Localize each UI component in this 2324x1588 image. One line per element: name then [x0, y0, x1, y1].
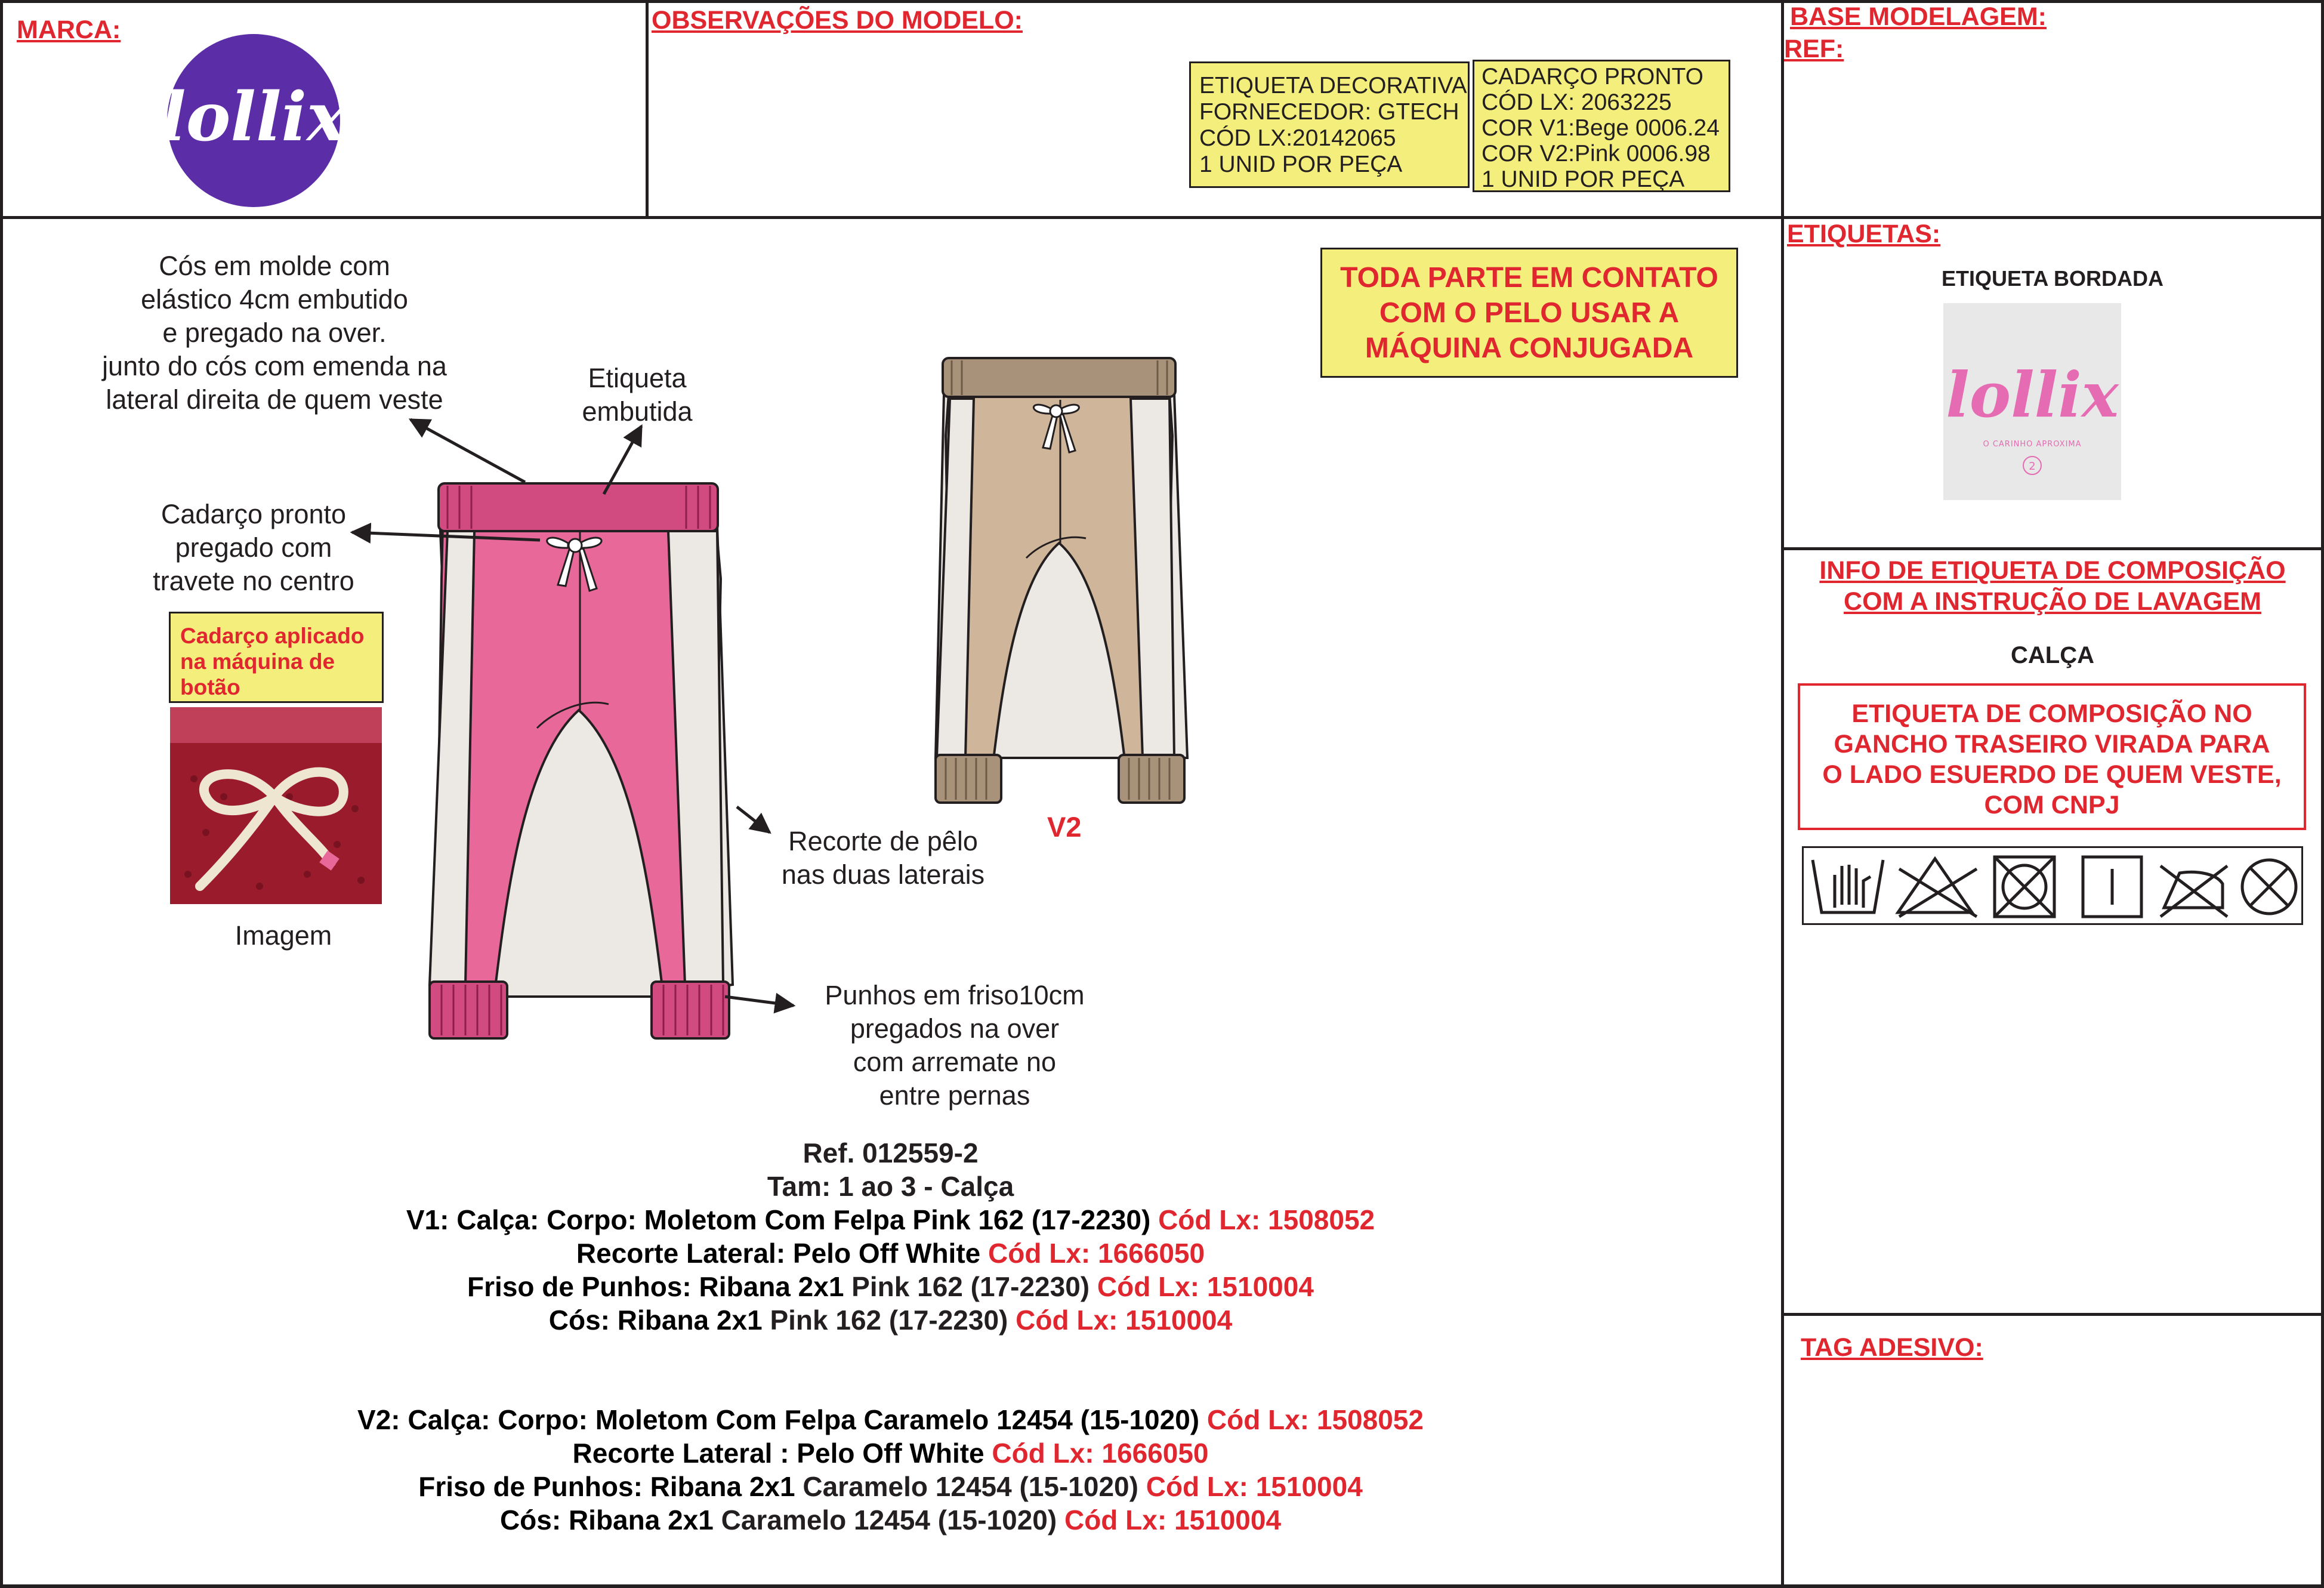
v2-label: V2: [1047, 811, 1082, 843]
spec-label: Recorte Lateral : Pelo Off White: [572, 1438, 984, 1469]
embroidered-label-art: [1943, 303, 2121, 500]
etiqueta-decorativa-line: CÓD LX:20142065: [1199, 125, 1396, 151]
svg-text:2: 2: [2029, 460, 2036, 473]
spec-line: [0, 1403, 1781, 1436]
do-not-bleach-icon: [1898, 859, 1977, 917]
do-not-dry-clean-icon: [2242, 860, 2296, 914]
cadarco-info-line: COR V1:Bege 0006.24: [1482, 115, 1720, 141]
logo-wordmark: [161, 76, 347, 165]
calca-title: CALÇA: [2011, 642, 2094, 668]
frame-bottom: [0, 1584, 2324, 1588]
spec-label: Cós: Ribana 2x1: [548, 1305, 763, 1336]
etiqueta-decorativa-box: [1189, 61, 1470, 188]
spec-label: V1: Calça: Corpo: Moletom Com Felpa Pink 162 (17-2230): [406, 1204, 1151, 1235]
base-modelagem-label: BASE MODELAGEM:: [1790, 2, 2047, 31]
spec-line: [0, 1436, 1781, 1470]
drawstring-photo-image: [170, 707, 382, 904]
right-divider-1: [1781, 547, 2324, 550]
cadarco-info-line: COR V2:Pink 0006.98: [1482, 141, 1711, 166]
spec-label: V2: Calça: Corpo: Moletom Com Felpa Caramelo 12454 (15-1020): [357, 1404, 1200, 1435]
brand-logo: [161, 34, 347, 207]
info-etiqueta-label: INFO DE ETIQUETA DE COMPOSIÇÃO COM A INSTRUÇÃO DE LAVAGEM: [1819, 556, 2286, 616]
care-symbols-strip: [1802, 846, 2303, 925]
care-symbols: [1804, 848, 2301, 923]
ref-label: REF:: [1784, 35, 1844, 63]
marca-divider: [646, 0, 649, 218]
do-not-tumble-dry-icon: [1995, 857, 2054, 917]
spec-tam: Tam: 1 ao 3 - Calça: [767, 1171, 1014, 1202]
cadarco-info-line: 1 UNID POR PEÇA: [1482, 166, 1685, 192]
cadarco-info-line: CÓD LX: 2063225: [1482, 90, 1672, 115]
note-cadarco: Cadarço pronto pregado com travete no centro: [153, 499, 354, 596]
spec-v1-block: [0, 1203, 1781, 1337]
spec-code: Cód Lx: 1508052: [1150, 1204, 1375, 1235]
svg-text:lollix: lollix: [1946, 358, 2119, 431]
spec-line: [0, 1203, 1781, 1237]
marca-label: MARCA:: [17, 16, 121, 44]
pants-v1-illustration: [406, 471, 752, 1044]
spec-color: Pink 162 (17-2230): [844, 1271, 1090, 1302]
spec-label: Cós: Ribana 2x1: [499, 1504, 714, 1535]
spec-code: Cód Lx: 1666050: [984, 1438, 1209, 1469]
header-divider: [0, 216, 2324, 219]
spec-code: Cód Lx: 1666050: [980, 1238, 1205, 1269]
etiqueta-decorativa-line: ETIQUETA DECORATIVA: [1199, 73, 1467, 98]
etiquetas-label: ETIQUETAS:: [1787, 220, 1941, 248]
spec-color: Caramelo 12454 (15-1020): [713, 1504, 1057, 1535]
right-divider-2: [1781, 1313, 2324, 1316]
imagem-label: Imagem: [234, 920, 332, 951]
drawstring-photo: [170, 707, 382, 904]
spec-label: Friso de Punhos: Ribana 2x1: [418, 1471, 795, 1502]
spec-label: Recorte Lateral: Pelo Off White: [576, 1238, 981, 1269]
spec-code: Cód Lx: 1510004: [1057, 1504, 1282, 1535]
spec-line: [0, 1237, 1781, 1270]
tag-adesivo-label: TAG ADESIVO:: [1801, 1333, 1983, 1362]
svg-text:O CARINHO APROXIMA: O CARINHO APROXIMA: [1983, 440, 2082, 449]
spec-line: [0, 1470, 1781, 1503]
spec-label: Friso de Punhos: Ribana 2x1: [467, 1271, 844, 1302]
contato-warning-box: TODA PARTE EM CONTATO COM O PELO USAR A MÁQUINA CONJUGADA: [1320, 248, 1738, 378]
pants-v2-illustration: [919, 352, 1199, 806]
line-dry-icon: [2083, 857, 2141, 917]
etiqueta-decorativa-line: 1 UNID POR PEÇA: [1199, 152, 1403, 177]
frame-left: [0, 0, 3, 1588]
note-cos: Cós em molde com elástico 4cm embutido e pregado na over. junto do cós com emenda na lateral direita de quem veste: [102, 251, 447, 415]
spec-color: Pink 162 (17-2230): [762, 1305, 1008, 1336]
spec-color: Caramelo 12454 (15-1020): [795, 1471, 1138, 1502]
etiqueta-bordada-title: ETIQUETA BORDADA: [1942, 266, 2163, 291]
composicao-box: ETIQUETA DE COMPOSIÇÃO NO GANCHO TRASEIRO VIRADA PARA O LADO ESUERDO DE QUEM VESTE, COM CNPJ: [1798, 683, 2306, 830]
spec-ref: Ref. 012559-2: [803, 1137, 979, 1168]
spec-v2-block: [0, 1403, 1781, 1537]
etiqueta-decorativa-line: FORNECEDOR: GTECH: [1199, 99, 1459, 125]
note-punhos: Punhos em friso10cm pregados na over com arremate no entre pernas: [825, 980, 1085, 1111]
embroidered-label: [1943, 303, 2121, 500]
svg-text:lollix: lollix: [161, 78, 347, 156]
frame-right: [2321, 0, 2324, 1588]
spec-line: [0, 1303, 1781, 1337]
observacoes-label: OBSERVAÇÕES DO MODELO:: [652, 6, 1023, 35]
cadarco-info-box: [1473, 60, 1730, 192]
right-column-divider: [1781, 0, 1784, 1588]
note-recorte: Recorte de pêlo nas duas laterais: [781, 826, 985, 890]
cadarco-aplicado-box: Cadarço aplicado na máquina de botão: [169, 612, 384, 703]
do-not-iron-icon: [2161, 866, 2227, 917]
spec-line: [0, 1503, 1781, 1537]
spec-code: Cód Lx: 1510004: [1008, 1305, 1233, 1336]
hand-wash-icon: [1813, 860, 1883, 912]
spec-code: Cód Lx: 1508052: [1199, 1404, 1424, 1435]
cadarco-info-line: CADARÇO PRONTO: [1482, 64, 1703, 90]
spec-code: Cód Lx: 1510004: [1138, 1471, 1363, 1502]
spec-line: [0, 1270, 1781, 1303]
spec-code: Cód Lx: 1510004: [1090, 1271, 1314, 1302]
note-etiqueta: Etiqueta embutida: [582, 363, 693, 427]
